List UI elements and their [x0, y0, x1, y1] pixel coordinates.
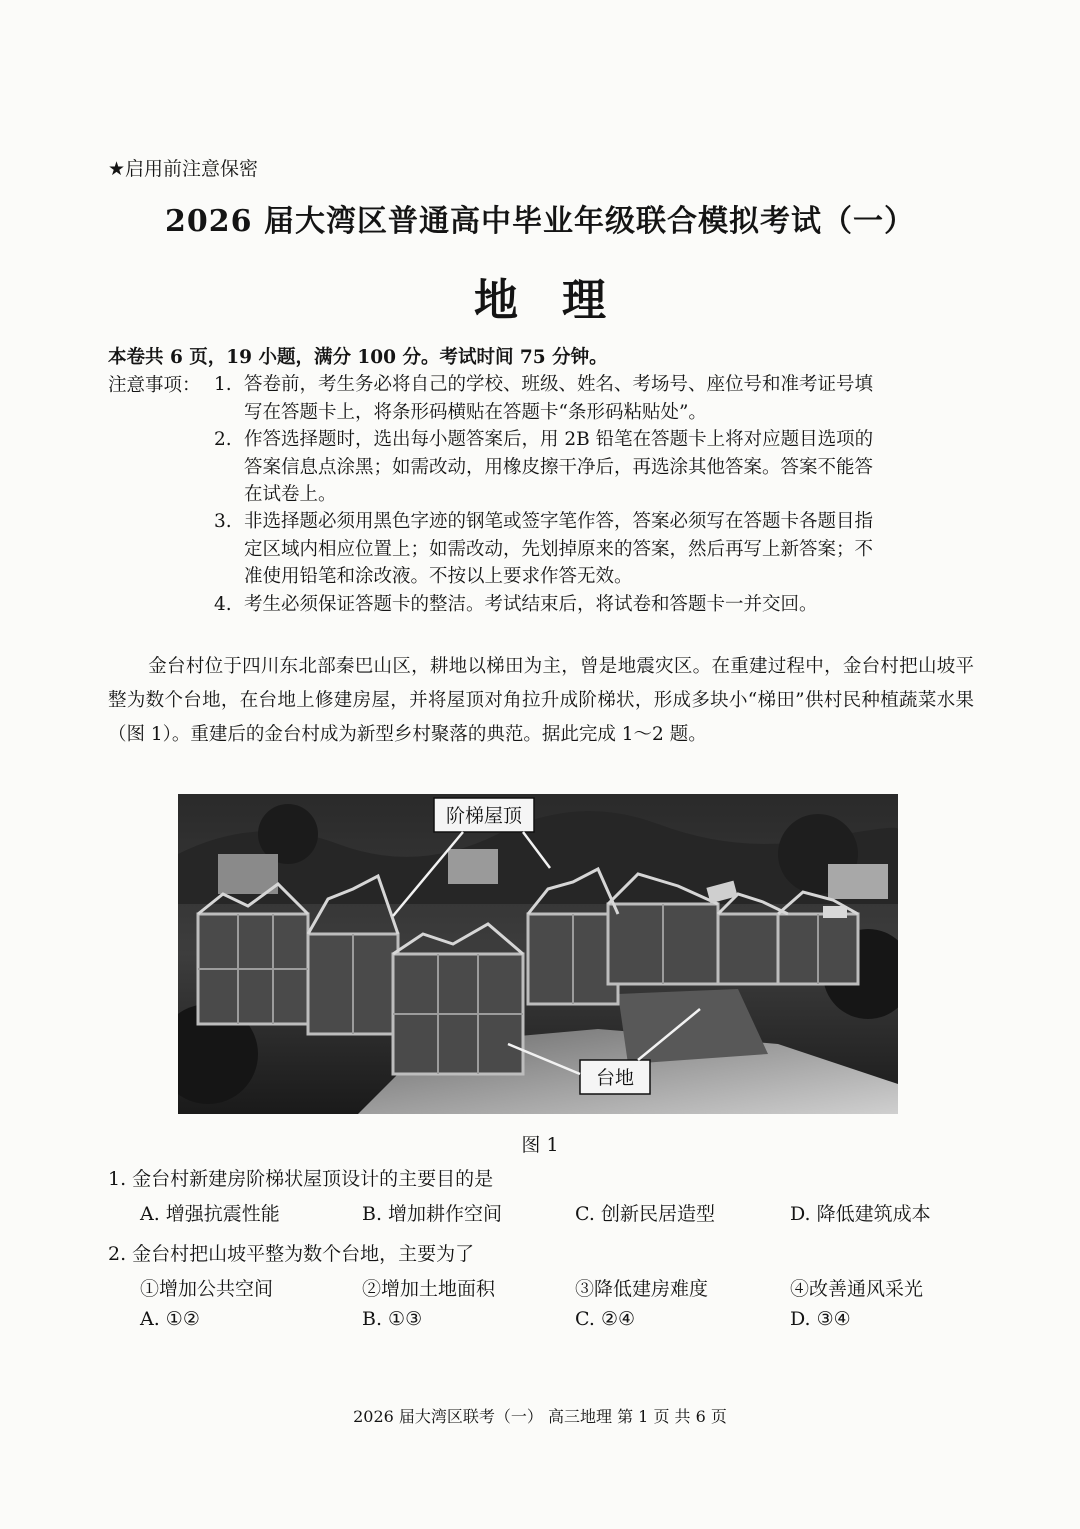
- figure-caption: 图 1: [521, 1134, 559, 1156]
- question-2-statement-3: ③降低建房难度: [575, 1278, 709, 1300]
- village-photo: [178, 794, 898, 1114]
- notice-number: 2.: [214, 429, 232, 450]
- question-2-statement-1: ①增加公共空间: [140, 1278, 274, 1300]
- exam-title: 2026 届大湾区普通高中毕业年级联合模拟考试（一）: [165, 204, 915, 239]
- notice-line: 考生必须保证答题卡的整洁。考试结束后，将试卷和答题卡一并交回。: [244, 594, 818, 615]
- confidential-mark: ★启用前注意保密: [108, 158, 259, 180]
- notice-line: 答案信息点涂黑；如需改动，用橡皮擦干净后，再选涂其他答案。答案不能答: [244, 456, 874, 478]
- notice-line: 作答选择题时，选出每小题答案后，用 2B 铅笔在答题卡上将对应题目选项的: [244, 429, 874, 450]
- question-1-option-b: B. 增加耕作空间: [362, 1203, 503, 1225]
- notice-line: 写在答题卡上，将条形码横贴在答题卡“条形码粘贴处”。: [244, 401, 707, 423]
- question-2-statement-2: ②增加土地面积: [362, 1278, 496, 1300]
- reading-passage: [108, 650, 974, 752]
- notice-label: 注意事项：: [108, 375, 201, 396]
- roof-label: 阶梯屋顶: [445, 805, 523, 827]
- notice-line: 在试卷上。: [244, 484, 337, 505]
- question-2-statement-4: ④改善通风采光: [790, 1278, 924, 1300]
- page-footer: 2026 届大湾区联考（一） 高三地理 第 1 页 共 6 页: [353, 1407, 727, 1426]
- question-1-stem: 1. 金台村新建房阶梯状屋顶设计的主要目的是: [108, 1168, 494, 1190]
- question-2-option-a: A. ①②: [140, 1308, 200, 1330]
- question-1-option-d: D. 降低建筑成本: [790, 1203, 931, 1225]
- notice-number: 4.: [214, 594, 232, 615]
- notice-line: 准使用铅笔和涂改液。不按以上要求作答无效。: [244, 566, 633, 587]
- village-illustration: [178, 794, 898, 1114]
- question-2-option-c: C. ②④: [575, 1308, 636, 1330]
- question-2-option-d: D. ③④: [790, 1308, 851, 1330]
- exam-summary: 本卷共 6 页，19 小题，满分 100 分。考试时间 75 分钟。: [108, 347, 608, 368]
- question-2-stem: 2. 金台村把山坡平整为数个台地，主要为了: [108, 1243, 475, 1265]
- notice-number: 1.: [214, 374, 232, 395]
- question-2-option-b: B. ①③: [362, 1308, 423, 1330]
- notice-number: 3.: [214, 511, 232, 532]
- question-1-option-a: A. 增强抗震性能: [140, 1203, 280, 1225]
- terrace-label: 台地: [595, 1067, 635, 1089]
- notice-line: 定区域内相应位置上；如需改动，先划掉原来的答案，然后再写上新答案；不: [244, 538, 874, 560]
- passage-text: 金台村位于四川东北部秦巴山区，耕地以梯田为主，曾是地震灾区。在重建过程中，金台村把山坡平整为数个台地，在台地上修建房屋，并将屋顶对角拉升成阶梯状，形成多块小“梯田”供村民种植蔬菜水果（图 1）。重建后的金台村成为新型乡村聚落的典范。据此完成 1～2 题。: [108, 656, 974, 745]
- notice-line: 答卷前，考生务必将自己的学校、班级、姓名、考场号、座位号和准考证号填: [244, 374, 874, 395]
- subject-title: 地 理: [474, 275, 606, 326]
- question-1-option-c: C. 创新民居造型: [575, 1203, 715, 1225]
- notice-line: 非选择题必须用黑色字迹的钢笔或签字笔作答，答案必须写在答题卡各题目指: [244, 511, 874, 532]
